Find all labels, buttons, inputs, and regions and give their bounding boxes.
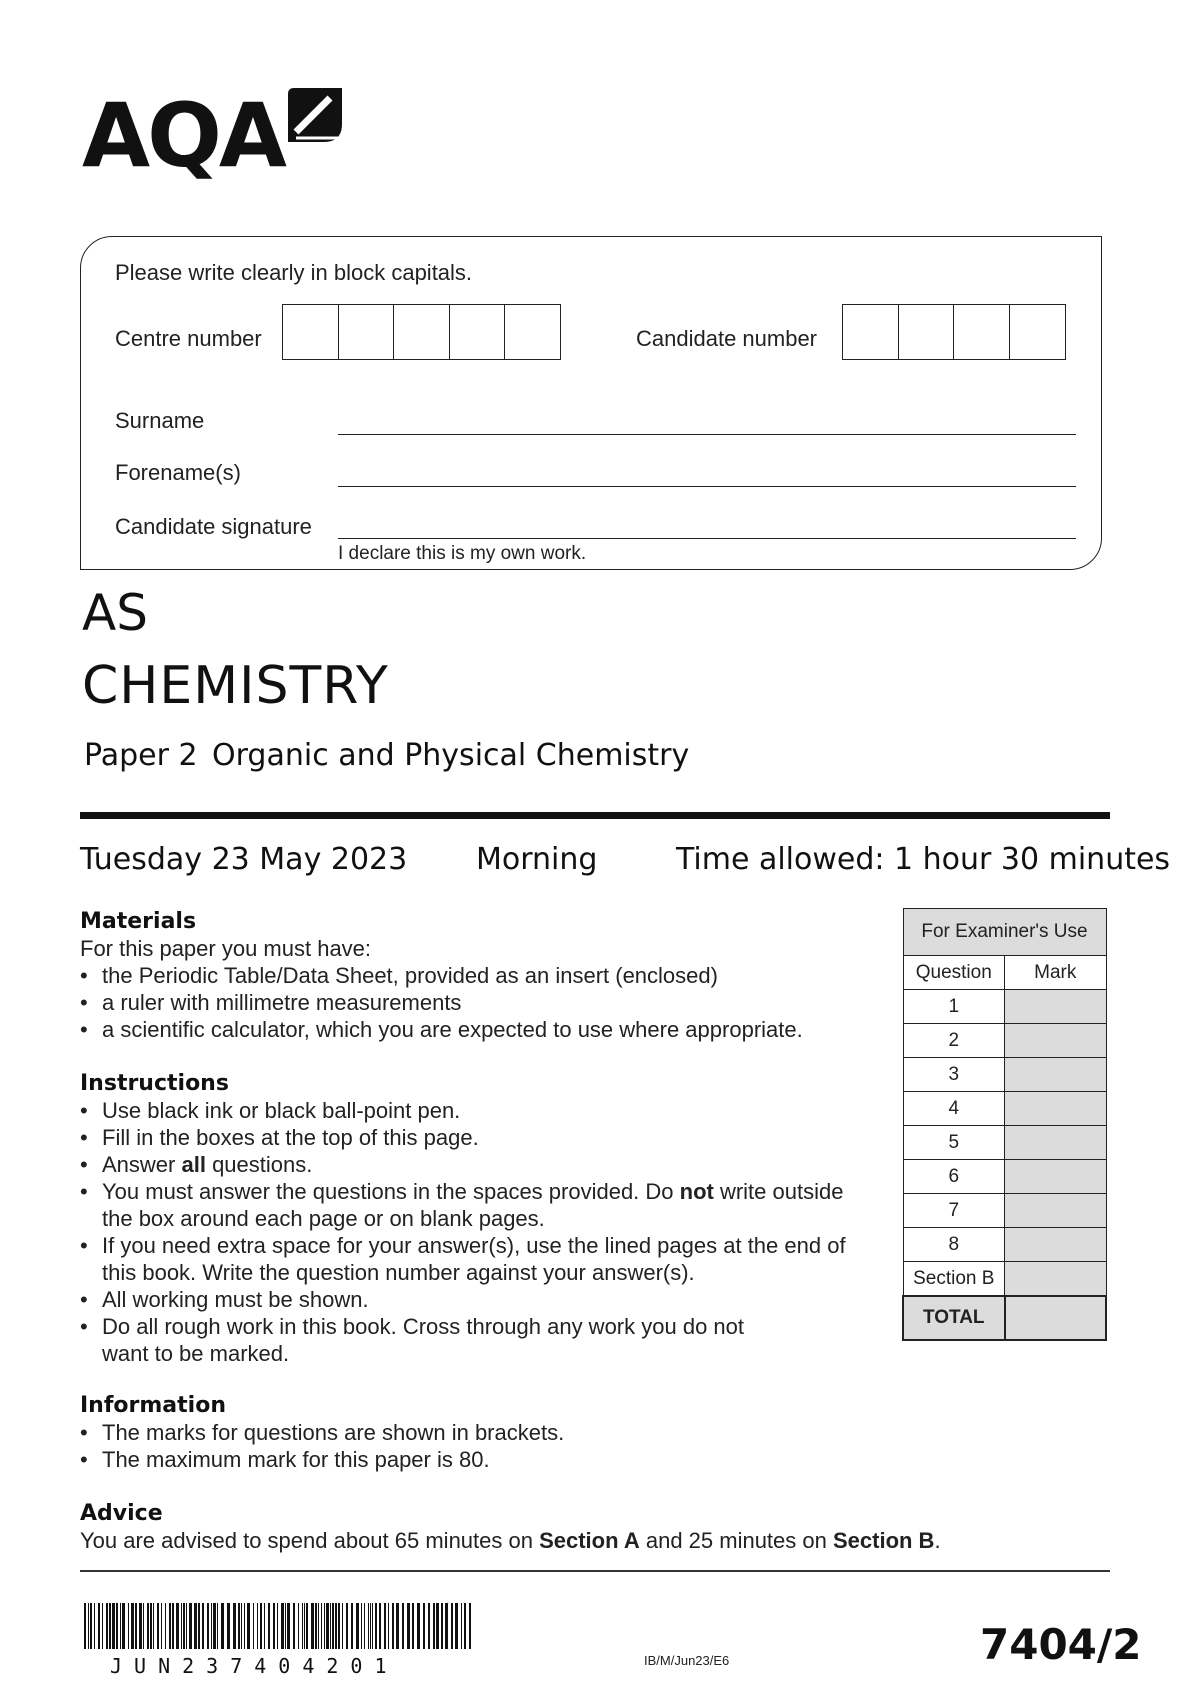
paper-title: Organic and Physical Chemistry — [212, 738, 690, 773]
question-number: 5 — [903, 1126, 1005, 1160]
paper-code: 7404/2 — [980, 1620, 1142, 1669]
thick-divider — [80, 812, 1110, 819]
candidate-digit-box[interactable] — [842, 304, 899, 360]
question-number: 8 — [903, 1228, 1005, 1262]
list-item: • the Periodic Table/Data Sheet, provided as an insert (enclosed) — [80, 962, 880, 989]
advice-section — [80, 1500, 1080, 1554]
question-number: 6 — [903, 1160, 1005, 1194]
materials-intro: For this paper you must have: — [80, 936, 372, 961]
centre-number-boxes[interactable] — [282, 304, 561, 360]
forenames-field[interactable] — [338, 486, 1076, 487]
forenames-label: Forename(s) — [115, 460, 241, 485]
mark-cell — [1005, 1024, 1107, 1058]
instructions-heading: Instructions — [80, 1071, 229, 1096]
question-column-header: Question — [903, 956, 1005, 990]
examiner-table-title: For Examiner's Use — [903, 909, 1106, 956]
list-item: • Fill in the boxes at the top of this page. — [80, 1124, 880, 1151]
mark-cell — [1005, 1126, 1107, 1160]
mark-cell — [1005, 1058, 1107, 1092]
list-item: • All working must be shown. — [80, 1286, 880, 1313]
list-item: • Do all rough work in this book. Cross through any work you do not want to be marked. — [80, 1313, 880, 1367]
question-number: 3 — [903, 1058, 1005, 1092]
list-item: • You must answer the questions in the spaces provided. Do not write outside the box around each page or on blank pages. — [80, 1178, 880, 1232]
list-item: • a scientific calculator, which you are expected to use where appropriate. — [80, 1016, 880, 1043]
instructions-section — [80, 1070, 880, 1367]
information-section — [80, 1392, 880, 1473]
mark-cell — [1005, 1262, 1107, 1297]
total-mark-cell — [1005, 1296, 1107, 1340]
footer-divider — [80, 1570, 1110, 1572]
information-heading: Information — [80, 1393, 226, 1418]
question-number: 7 — [903, 1194, 1005, 1228]
candidate-digit-box[interactable] — [953, 304, 1010, 360]
materials-list — [80, 962, 880, 1043]
aqa-logo — [82, 84, 285, 187]
barcode-digits: JUN237404201 — [110, 1654, 399, 1678]
subject-title: CHEMISTRY — [82, 656, 389, 716]
document-reference: IB/M/Jun23/E6 — [644, 1653, 730, 1668]
logo-mark-icon — [284, 84, 346, 146]
materials-heading: Materials — [80, 909, 197, 934]
declaration-text: I declare this is my own work. — [338, 543, 587, 564]
centre-digit-box[interactable] — [282, 304, 339, 360]
total-label: TOTAL — [903, 1296, 1005, 1340]
question-number: 1 — [903, 990, 1005, 1024]
list-item: • The maximum mark for this paper is 80. — [80, 1446, 880, 1473]
centre-digit-box[interactable] — [449, 304, 506, 360]
centre-number-label: Centre number — [115, 326, 262, 351]
signature-field[interactable] — [338, 538, 1076, 539]
centre-digit-box[interactable] — [338, 304, 395, 360]
mark-cell — [1005, 1194, 1107, 1228]
examiner-use-table — [902, 908, 1107, 1341]
candidate-number-boxes[interactable] — [842, 304, 1066, 360]
list-item: • If you need extra space for your answer(s), use the lined pages at the end of this book. Write the question number against your answer(s). — [80, 1232, 880, 1286]
list-item: • The marks for questions are shown in brackets. — [80, 1419, 880, 1446]
information-list — [80, 1419, 880, 1473]
question-number: 2 — [903, 1024, 1005, 1058]
mark-cell — [1005, 1092, 1107, 1126]
mark-cell — [1005, 1228, 1107, 1262]
advice-heading: Advice — [80, 1501, 163, 1526]
list-item: • Answer all questions. — [80, 1151, 880, 1178]
qualification-level: AS — [82, 584, 148, 642]
mark-cell — [1005, 990, 1107, 1024]
candidate-number-label: Candidate number — [636, 326, 818, 351]
barcode-icon — [84, 1603, 474, 1661]
candidate-digit-box[interactable] — [1009, 304, 1066, 360]
block-capitals-instruction: Please write clearly in block capitals. — [115, 260, 473, 285]
section-b-label: Section B — [903, 1262, 1005, 1297]
centre-digit-box[interactable] — [393, 304, 450, 360]
materials-section — [80, 908, 880, 1043]
list-item: • Use black ink or black ball-point pen. — [80, 1097, 880, 1124]
exam-session: Morning — [476, 842, 598, 877]
mark-column-header: Mark — [1005, 956, 1107, 990]
paper-number: Paper 2 — [84, 738, 198, 773]
list-item: • a ruler with millimetre measurements — [80, 989, 880, 1016]
candidate-digit-box[interactable] — [898, 304, 955, 360]
question-number: 4 — [903, 1092, 1005, 1126]
advice-text: You are advised to spend about 65 minutes on Section A and 25 minutes on Section B. — [80, 1528, 941, 1553]
exam-date: Tuesday 23 May 2023 — [80, 842, 408, 877]
mark-cell — [1005, 1160, 1107, 1194]
instructions-list — [80, 1097, 880, 1367]
surname-label: Surname — [115, 408, 205, 433]
time-allowed: Time allowed: 1 hour 30 minutes — [676, 842, 1171, 877]
signature-label: Candidate signature — [115, 514, 312, 539]
centre-digit-box[interactable] — [504, 304, 561, 360]
surname-field[interactable] — [338, 434, 1076, 435]
logo-text: AQA — [82, 84, 285, 187]
